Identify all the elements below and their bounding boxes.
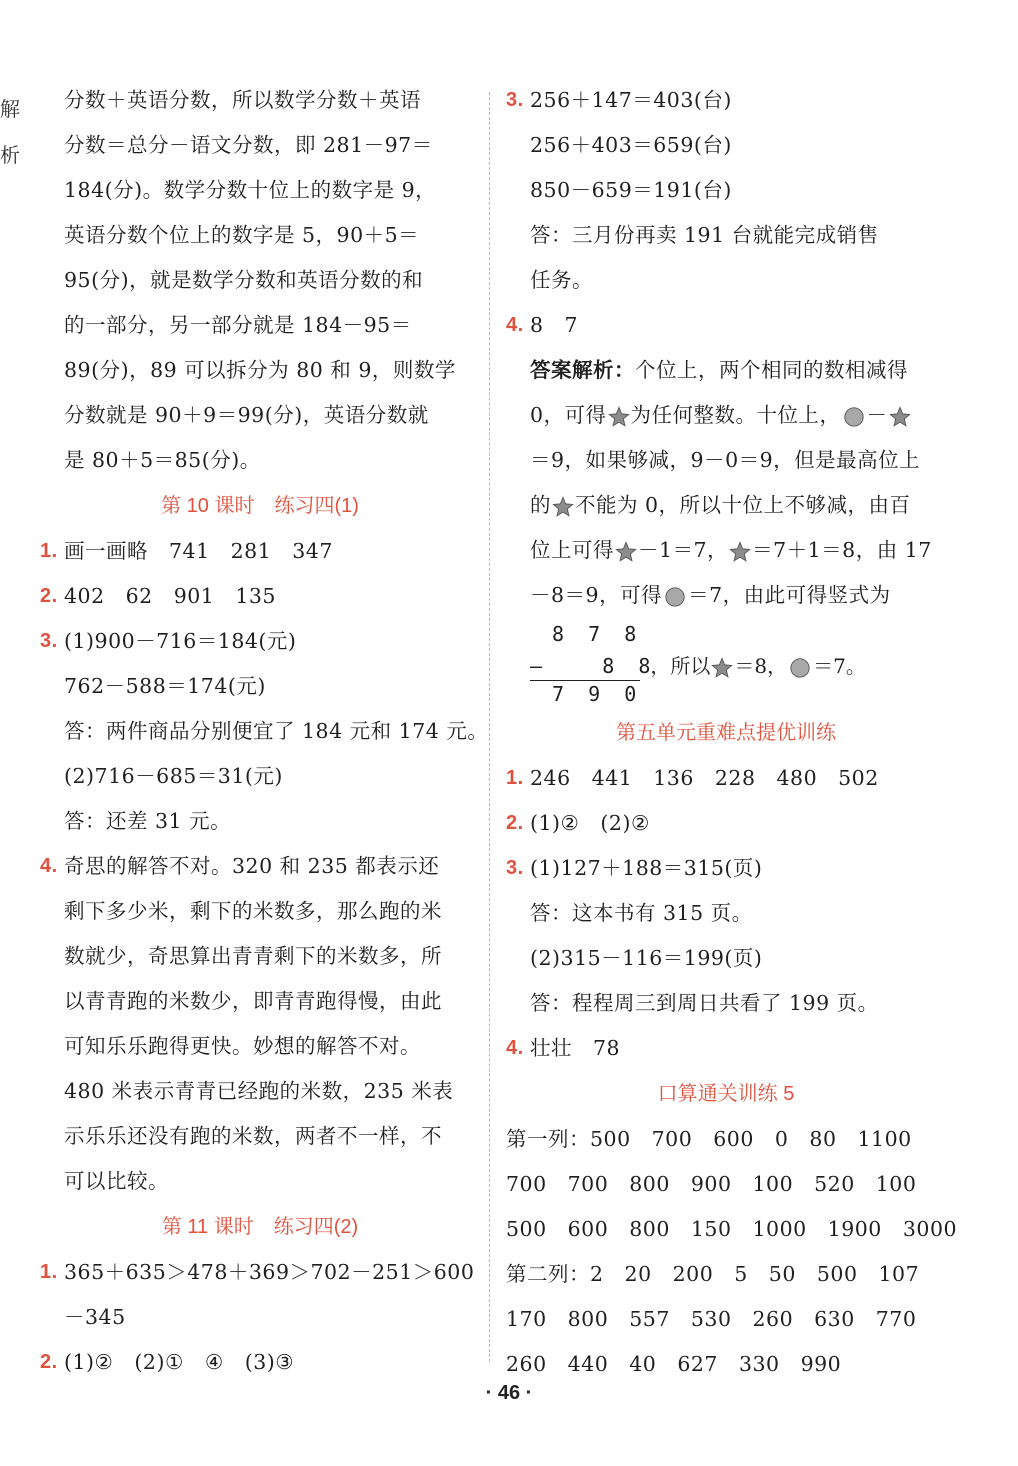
question-number: 3. bbox=[40, 630, 58, 652]
question-number: 2. bbox=[40, 585, 58, 607]
analysis-label: 答案解析： bbox=[530, 358, 635, 382]
mental-math-row: 170 800 557 530 260 630 770 bbox=[506, 1307, 917, 1331]
star-icon bbox=[608, 406, 630, 428]
answer-text: (1)127＋188＝315(页) bbox=[530, 856, 763, 880]
q3-line: 任务。 bbox=[530, 268, 593, 292]
unit5-q3-line: (2)315－116＝199(页) bbox=[530, 946, 763, 970]
mental-math-row: 500 600 800 150 1000 1900 3000 bbox=[506, 1217, 958, 1241]
lesson10-q4-line: 480 米表示青青已经跑的米数，235 米表 bbox=[64, 1079, 454, 1103]
answer-text: 365＋635＞478＋369＞702－251＞600 bbox=[64, 1260, 475, 1284]
minuend-row: 8 7 8 bbox=[552, 622, 637, 646]
question-number: 2. bbox=[506, 812, 524, 834]
analysis-line bbox=[506, 348, 946, 393]
lesson10-q4-line: 示乐乐还没有跑的米数，两者不一样，不 bbox=[64, 1124, 442, 1148]
question-number: 3. bbox=[506, 857, 524, 879]
column-divider bbox=[489, 92, 490, 1362]
lesson10-q4-line: 可知乐乐跑得更快。妙想的解答不对。 bbox=[64, 1034, 421, 1058]
page-number: · 46 · bbox=[485, 1382, 533, 1404]
lesson10-q3-line bbox=[40, 619, 480, 664]
answer-text: 壮壮 78 bbox=[530, 1036, 621, 1060]
analysis-text: － bbox=[866, 403, 888, 427]
suffix-text: ，所以 bbox=[650, 654, 711, 678]
intro-line: 89(分)，89 可以拆分为 80 和 9，则数学 bbox=[64, 358, 456, 382]
intro-line: 的一部分，另一部分就是 184－95＝ bbox=[64, 313, 412, 337]
analysis-text: ＝7，由此可得竖式为 bbox=[688, 583, 891, 607]
analysis-text: －1＝7， bbox=[638, 538, 729, 562]
mental-math-row: 700 700 800 900 100 520 100 bbox=[506, 1172, 917, 1196]
lesson10-q3-line: 762－588＝174(元) bbox=[64, 674, 266, 698]
circle-icon bbox=[789, 657, 811, 679]
intro-line: 是 80＋5＝85(分)。 bbox=[64, 448, 261, 472]
lesson10-q4-line: 以青青跑的米数少，即青青跑得慢，由此 bbox=[64, 989, 442, 1013]
lesson10-q4-line bbox=[40, 844, 480, 889]
question-number: 2. bbox=[40, 1351, 58, 1373]
question-number: 3. bbox=[506, 89, 524, 111]
circle-icon bbox=[664, 586, 686, 608]
analysis-line bbox=[506, 393, 946, 438]
intro-line: 184(分)。数学分数十位上的数字是 9， bbox=[64, 178, 437, 202]
answer-text: 画一画略 741 281 347 bbox=[64, 539, 333, 563]
edge-mark: 解 bbox=[0, 97, 20, 121]
mental-math-row: 第一列：500 700 600 0 80 1100 bbox=[506, 1127, 912, 1151]
q3-line: 850－659＝191(台) bbox=[530, 178, 732, 202]
mental-math-row: 260 440 40 627 330 990 bbox=[506, 1352, 842, 1376]
question-number: 1. bbox=[40, 540, 58, 562]
intro-line: 95(分)，就是数学分数和英语分数的和 bbox=[64, 268, 424, 292]
lesson-10-heading: 第 10 课时 练习四(1) bbox=[161, 495, 359, 517]
q4-answer bbox=[506, 303, 946, 348]
answer-text: 奇思的解答不对。320 和 235 都表示还 bbox=[64, 854, 440, 878]
lesson10-q2 bbox=[40, 574, 480, 619]
star-icon bbox=[729, 541, 751, 563]
analysis-text: 不能为 0，所以十位上不够减，由百 bbox=[575, 493, 911, 517]
mental-math-heading: 口算通关训练 5 bbox=[657, 1083, 795, 1105]
intro-line: 分数＝总分－语文分数，即 281－97＝ bbox=[64, 133, 433, 157]
suffix-text: ＝8， bbox=[734, 654, 788, 678]
analysis-text: 为任何整数。十位上， bbox=[630, 403, 841, 427]
star-icon bbox=[889, 406, 911, 428]
vertical-subtraction bbox=[506, 618, 946, 710]
answer-text: 256＋147＝403(台) bbox=[530, 88, 732, 112]
star-icon bbox=[615, 541, 637, 563]
q3-line bbox=[506, 78, 946, 123]
lesson10-q3-line: (2)716－685＝31(元) bbox=[64, 764, 283, 788]
lesson10-q4-line: 可以比较。 bbox=[64, 1169, 169, 1193]
edge-marks bbox=[0, 86, 20, 178]
lesson10-q3-line: 答：还差 31 元。 bbox=[64, 809, 232, 833]
unit5-q2 bbox=[506, 801, 946, 846]
subtrahend-row bbox=[530, 650, 866, 679]
answer-text: (1)② (2)② bbox=[530, 811, 650, 835]
analysis-line bbox=[506, 483, 946, 528]
lesson11-q1-line bbox=[40, 1250, 480, 1295]
analysis-line bbox=[506, 528, 946, 573]
analysis-text: 个位上，两个相同的数相减得 bbox=[635, 358, 908, 382]
intro-line: 分数就是 90＋9＝99(分)，英语分数就 bbox=[64, 403, 429, 427]
answer-text: (1)900－716＝184(元) bbox=[64, 629, 297, 653]
lesson10-q4-line: 数就少，奇思算出青青剩下的米数多，所 bbox=[64, 944, 442, 968]
lesson10-q3-line: 答：两件商品分别便宜了 184 元和 174 元。 bbox=[64, 719, 489, 743]
star-icon bbox=[552, 496, 574, 518]
mental-math-row: 第二列：2 20 200 5 50 500 107 bbox=[506, 1262, 920, 1286]
edge-mark: 析 bbox=[0, 143, 20, 167]
lesson10-q1 bbox=[40, 529, 480, 574]
left-column bbox=[40, 78, 489, 1385]
lesson11-q2 bbox=[40, 1340, 480, 1385]
question-number: 4. bbox=[506, 314, 524, 336]
analysis-text: 0，可得 bbox=[530, 403, 607, 427]
lesson-11-heading: 第 11 课时 练习四(2) bbox=[161, 1216, 359, 1238]
analysis-text: 位上可得 bbox=[530, 538, 614, 562]
unit5-q4 bbox=[506, 1026, 946, 1071]
question-number: 4. bbox=[506, 1037, 524, 1059]
analysis-text: －8＝9，可得 bbox=[530, 583, 663, 607]
analysis-line: ＝9，如果够减，9－0＝9，但是最高位上 bbox=[530, 448, 921, 472]
subtrahend-digits: – 8 8 bbox=[530, 654, 651, 678]
star-icon bbox=[711, 657, 733, 679]
unit5-q3-line: 答：程程周三到周日共看了 199 页。 bbox=[530, 991, 879, 1015]
q3-line: 256＋403＝659(台) bbox=[530, 133, 732, 157]
answer-text: (1)② (2)① ④ (3)③ bbox=[64, 1350, 295, 1374]
question-number: 1. bbox=[40, 1261, 58, 1283]
circle-icon bbox=[843, 406, 865, 428]
analysis-text: ＝7＋1＝8，由 17 bbox=[752, 538, 932, 562]
lesson10-q4-line: 剩下多少米，剩下的米数多，那么跑的米 bbox=[64, 899, 442, 923]
difference-row: 7 9 0 bbox=[552, 682, 637, 706]
unit-5-heading: 第五单元重难点提优训练 bbox=[616, 722, 836, 744]
right-column bbox=[506, 78, 958, 1387]
intro-line: 英语分数个位上的数字是 5，90＋5＝ bbox=[64, 223, 420, 247]
intro-line: 分数＋英语分数，所以数学分数＋英语 bbox=[64, 88, 421, 112]
vertical-rule bbox=[530, 680, 640, 681]
question-number: 1. bbox=[506, 767, 524, 789]
answer-text: 402 62 901 135 bbox=[64, 584, 276, 608]
answer-text: 246 441 136 228 480 502 bbox=[530, 766, 879, 790]
vertical-suffix bbox=[650, 654, 865, 678]
analysis-line bbox=[506, 573, 946, 618]
suffix-text: ＝7。 bbox=[813, 654, 866, 678]
q3-line: 答：三月份再卖 191 台就能完成销售 bbox=[530, 223, 879, 247]
unit5-q1 bbox=[506, 756, 946, 801]
question-number: 4. bbox=[40, 855, 58, 877]
answer-text: 8 7 bbox=[530, 313, 579, 337]
lesson11-q1-line: －345 bbox=[64, 1305, 126, 1329]
unit5-q3-line bbox=[506, 846, 946, 891]
unit5-q3-line: 答：这本书有 315 页。 bbox=[530, 901, 753, 925]
analysis-text: 的 bbox=[530, 493, 551, 517]
